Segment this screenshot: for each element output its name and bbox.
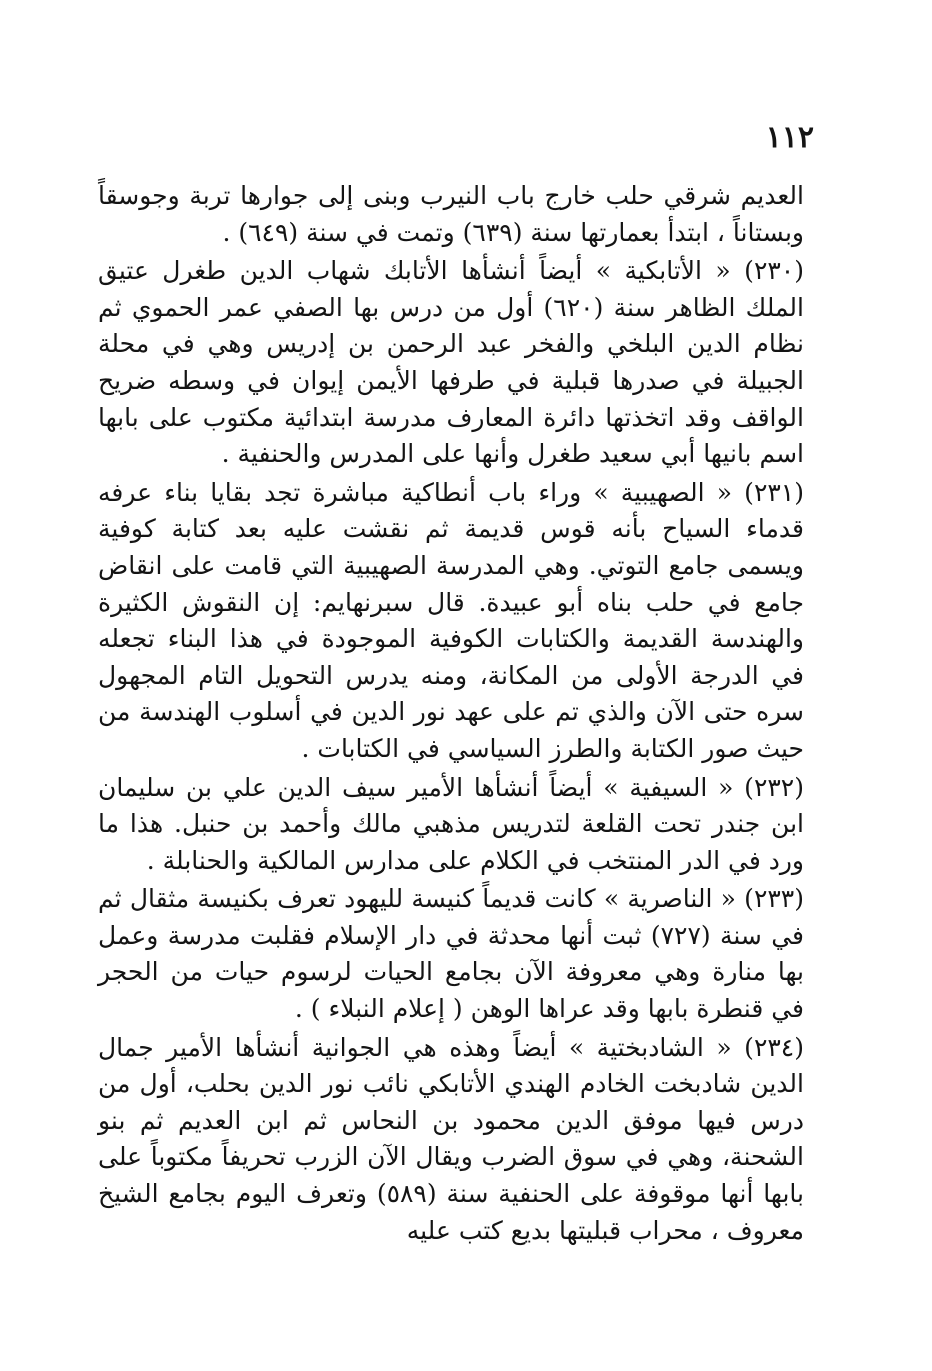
paragraph-continuation: العديم شرقي حلب خارج باب النيرب وبنى إلى جوارها تربة وجوسقاً وبستاناً ، ابتدأ بعمارتها سنة (٦٣٩) وتمت في سنة (٦٤٩) .	[98, 181, 804, 247]
entry-234-shadbakhtiya: (٢٣٤) « الشادبختية » أيضاً وهذه هي الجوانية أنشأها الأمير جمال الدين شادبخت الخادم الهندي الأتابكي نائب نور الدين بحلب، أول من درس فيها موفق الدين محمود بن النحاس ثم ابن العديم ثم بنو الشحنة، وهي في سوق الضرب ويقال الآن الزرب تحريفاً مكتوباً على بابها أنها موقوفة على الحنفية سنة (٥٨٩) وتعرف اليوم بجامع الشيخ معروف ، محراب قبليتها بديع كتب عليه	[98, 1032, 804, 1245]
page-number: ١١٢	[765, 120, 814, 155]
entry-233-nasiriya: (٢٣٣) « الناصرية » كانت قديماً كنيسة لليهود تعرف بكنيسة مثقال ثم في سنة (٧٢٧) ثبت أنها محدثة في دار الإسلام فقلبت مدرسة وعمل بها منارة وهي معروفة الآن بجامع الحيات لرسوم حيات من الحجر في قنطرة بابها وقد عراها الوهن ( إعلام النبلاء ) .	[98, 884, 804, 1024]
entry-232-sayfiya: (٢٣٢) « السيفية » أيضاً أنشأها الأمير سيف الدين علي بن سليمان ابن جندر تحت القلعة لتدريس مذهبي مالك وأحمد بن حنبل. هذا ما ورد في الدر المنتخب في الكلام على مدارس المالكية والحنابلة .	[98, 772, 804, 875]
entry-230-atabakiya: (٢٣٠) « الأتابكية » أيضاً أنشأها الأتابك شهاب الدين طغرل عتيق الملك الظاهر سنة (٦٢٠) أول من درس بها الصفي عمر الحموي ثم نظام الدين البلخي والفخر عبد الرحمن بن إدريس وهي في محلة الجبيلة في صدرها قبلية في طرفها الأيمن إيوان في وسطه ضريح الواقف وقد اتخذتها دائرة المعارف مدرسة ابتدائية مكتوب على بابها اسم بانيها أبي سعيد طغرل وأنها على المدرس والحنفية .	[98, 256, 804, 469]
entry-231-suhaybiya: (٢٣١) « الصهيبية » وراء باب أنطاكية مباشرة تجد بقايا بناء عرفه قدماء السياح بأنه قوس قديمة ثم نقشت عليه بعد كتابة كوفية ويسمى جامع التوتي. وهي المدرسة الصهيبية التي قامت على انقاض جامع في حلب بناه أبو عبيدة. قال سبرنهايم: إن النقوش الكثيرة والهندسة القديمة والكتابات الكوفية الموجودة في هذا البناء تجعله في الدرجة الأولى من المكانة، ومنه يدرس التحويل التام المجهول سره حتى الآن والذي تم على عهد نور الدين في أسلوب الهندسة من حيث صور الكتابة والطرز السياسي في الكتابات .	[98, 477, 804, 763]
page-body	[98, 178, 804, 1249]
